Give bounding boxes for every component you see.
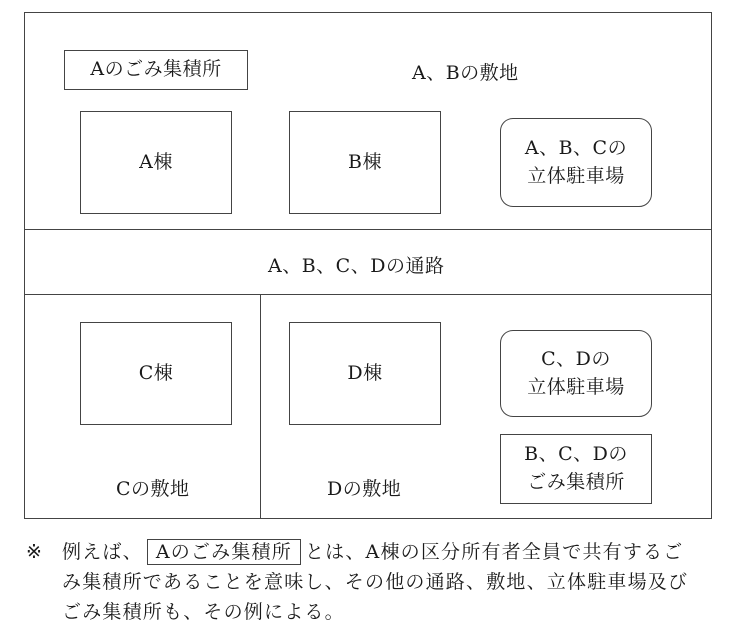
bcd-garbage-line2: ごみ集積所	[527, 471, 625, 493]
passage-top-divider	[24, 229, 712, 230]
note-text	[62, 537, 748, 627]
d-lot-label: Dの敷地	[327, 478, 402, 500]
note-line1-suffix: とは、A棟の区分所有者全員で共有するご	[304, 541, 684, 563]
note-line-3: ごみ集積所も、その例による。	[62, 601, 345, 623]
c-building	[80, 322, 232, 425]
cd-parking-line1: C、Dの	[541, 347, 611, 370]
ab-lot-label: A、Bの敷地	[412, 62, 519, 84]
a-garbage-label: Aのごみ集積所	[90, 58, 222, 81]
a-building-label: A棟	[139, 150, 173, 173]
bcd-garbage-line1: B、C、Dの	[524, 443, 628, 466]
bcd-garbage-box	[500, 434, 652, 504]
abc-parking-line2: 立体駐車場	[527, 164, 625, 187]
passage-bottom-divider	[24, 294, 712, 295]
note-line-1	[62, 537, 748, 567]
a-building	[80, 111, 232, 214]
c-lot-label: Cの敷地	[116, 478, 190, 500]
d-building	[289, 322, 441, 425]
cd-lot-divider	[260, 294, 261, 519]
cd-parking	[500, 330, 652, 417]
b-building	[289, 111, 441, 214]
abc-parking-line1: A、B、Cの	[524, 136, 628, 159]
c-building-label: C棟	[138, 361, 174, 384]
note-line-2: み集積所であることを意味し、その他の通路、敷地、立体駐車場及び	[62, 571, 689, 593]
passage-label: A、B、C、Dの通路	[268, 255, 445, 277]
abc-parking	[500, 118, 652, 207]
note-line1-prefix: 例えば、	[62, 541, 143, 563]
note-inline-garbage-box: Aのごみ集積所	[147, 539, 301, 565]
a-garbage-box	[64, 50, 248, 90]
d-building-label: D棟	[347, 361, 383, 384]
note-mark: ※	[26, 541, 42, 563]
b-building-label: B棟	[348, 150, 382, 173]
cd-parking-line2: 立体駐車場	[527, 375, 625, 398]
